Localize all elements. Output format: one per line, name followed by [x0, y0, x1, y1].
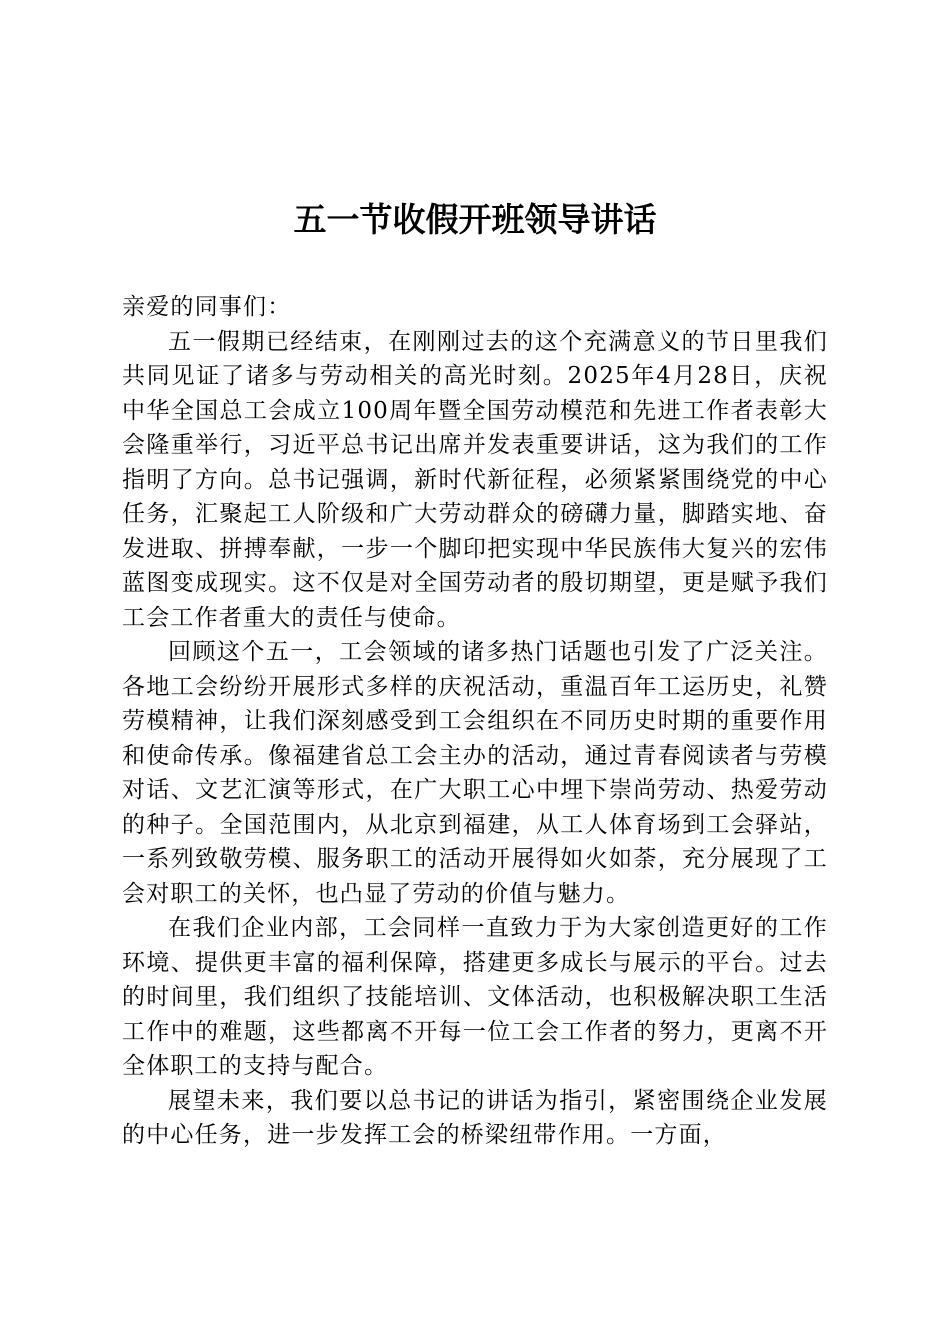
document-title: 五一节收假开班领导讲话: [293, 200, 657, 239]
paragraph-1: 五一假期已经结束，在刚刚过去的这个充满意义的节日里我们共同见证了诸多与劳动相关的高光时刻。2025年4月28日，庆祝中华全国总工会成立100周年暨全国劳动模范和先进工作者表彰大会隆重举行，习近平总书记出席并发表重要讲话，这为我们的工作指明了方向。总书记强调，新时代新征程，必须紧紧围绕党的中心任务，汇聚起工人阶级和广大劳动群众的磅礴力量，脚踏实地、奋发进取、拼搏奉献，一步一个脚印把实现中华民族伟大复兴的宏伟蓝图变成现实。这不仅是对全国劳动者的殷切期望，更是赋予我们工会工作者重大的责任与使命。: [122, 328, 828, 631]
document-body: [122, 290, 828, 1153]
paragraph-4: 展望未来，我们要以总书记的讲话为指引，紧密围绕企业发展的中心任务，进一步发挥工会的桥梁纽带作用。一方面，: [122, 1087, 828, 1148]
salutation: 亲爱的同事们：: [122, 294, 292, 320]
paragraph-2: 回顾这个五一，工会领域的诸多热门话题也引发了广泛关注。各地工会纷纷开展形式多样的庆祝活动，重温百年工运历史，礼赞劳模精神，让我们深刻感受到工会组织在不同历史时期的重要作用和使命传承。像福建省总工会主办的活动，通过青春阅读者与劳模对话、文艺汇演等形式，在广大职工心中埋下崇尚劳动、热爱劳动的种子。全国范围内，从北京到福建，从工人体育场到工会驿站，一系列致敬劳模、服务职工的活动开展得如火如荼，充分展现了工会对职工的关怀，也凸显了劳动的价值与魅力。: [122, 639, 828, 907]
paragraph-3: 在我们企业内部，工会同样一直致力于为大家创造更好的工作环境、提供更丰富的福利保障，搭建更多成长与展示的平台。过去的时间里，我们组织了技能培训、文体活动，也积极解决职工生活工作中的难题，这些都离不开每一位工会工作者的努力，更离不开全体职工的支持与配合。: [122, 915, 828, 1079]
